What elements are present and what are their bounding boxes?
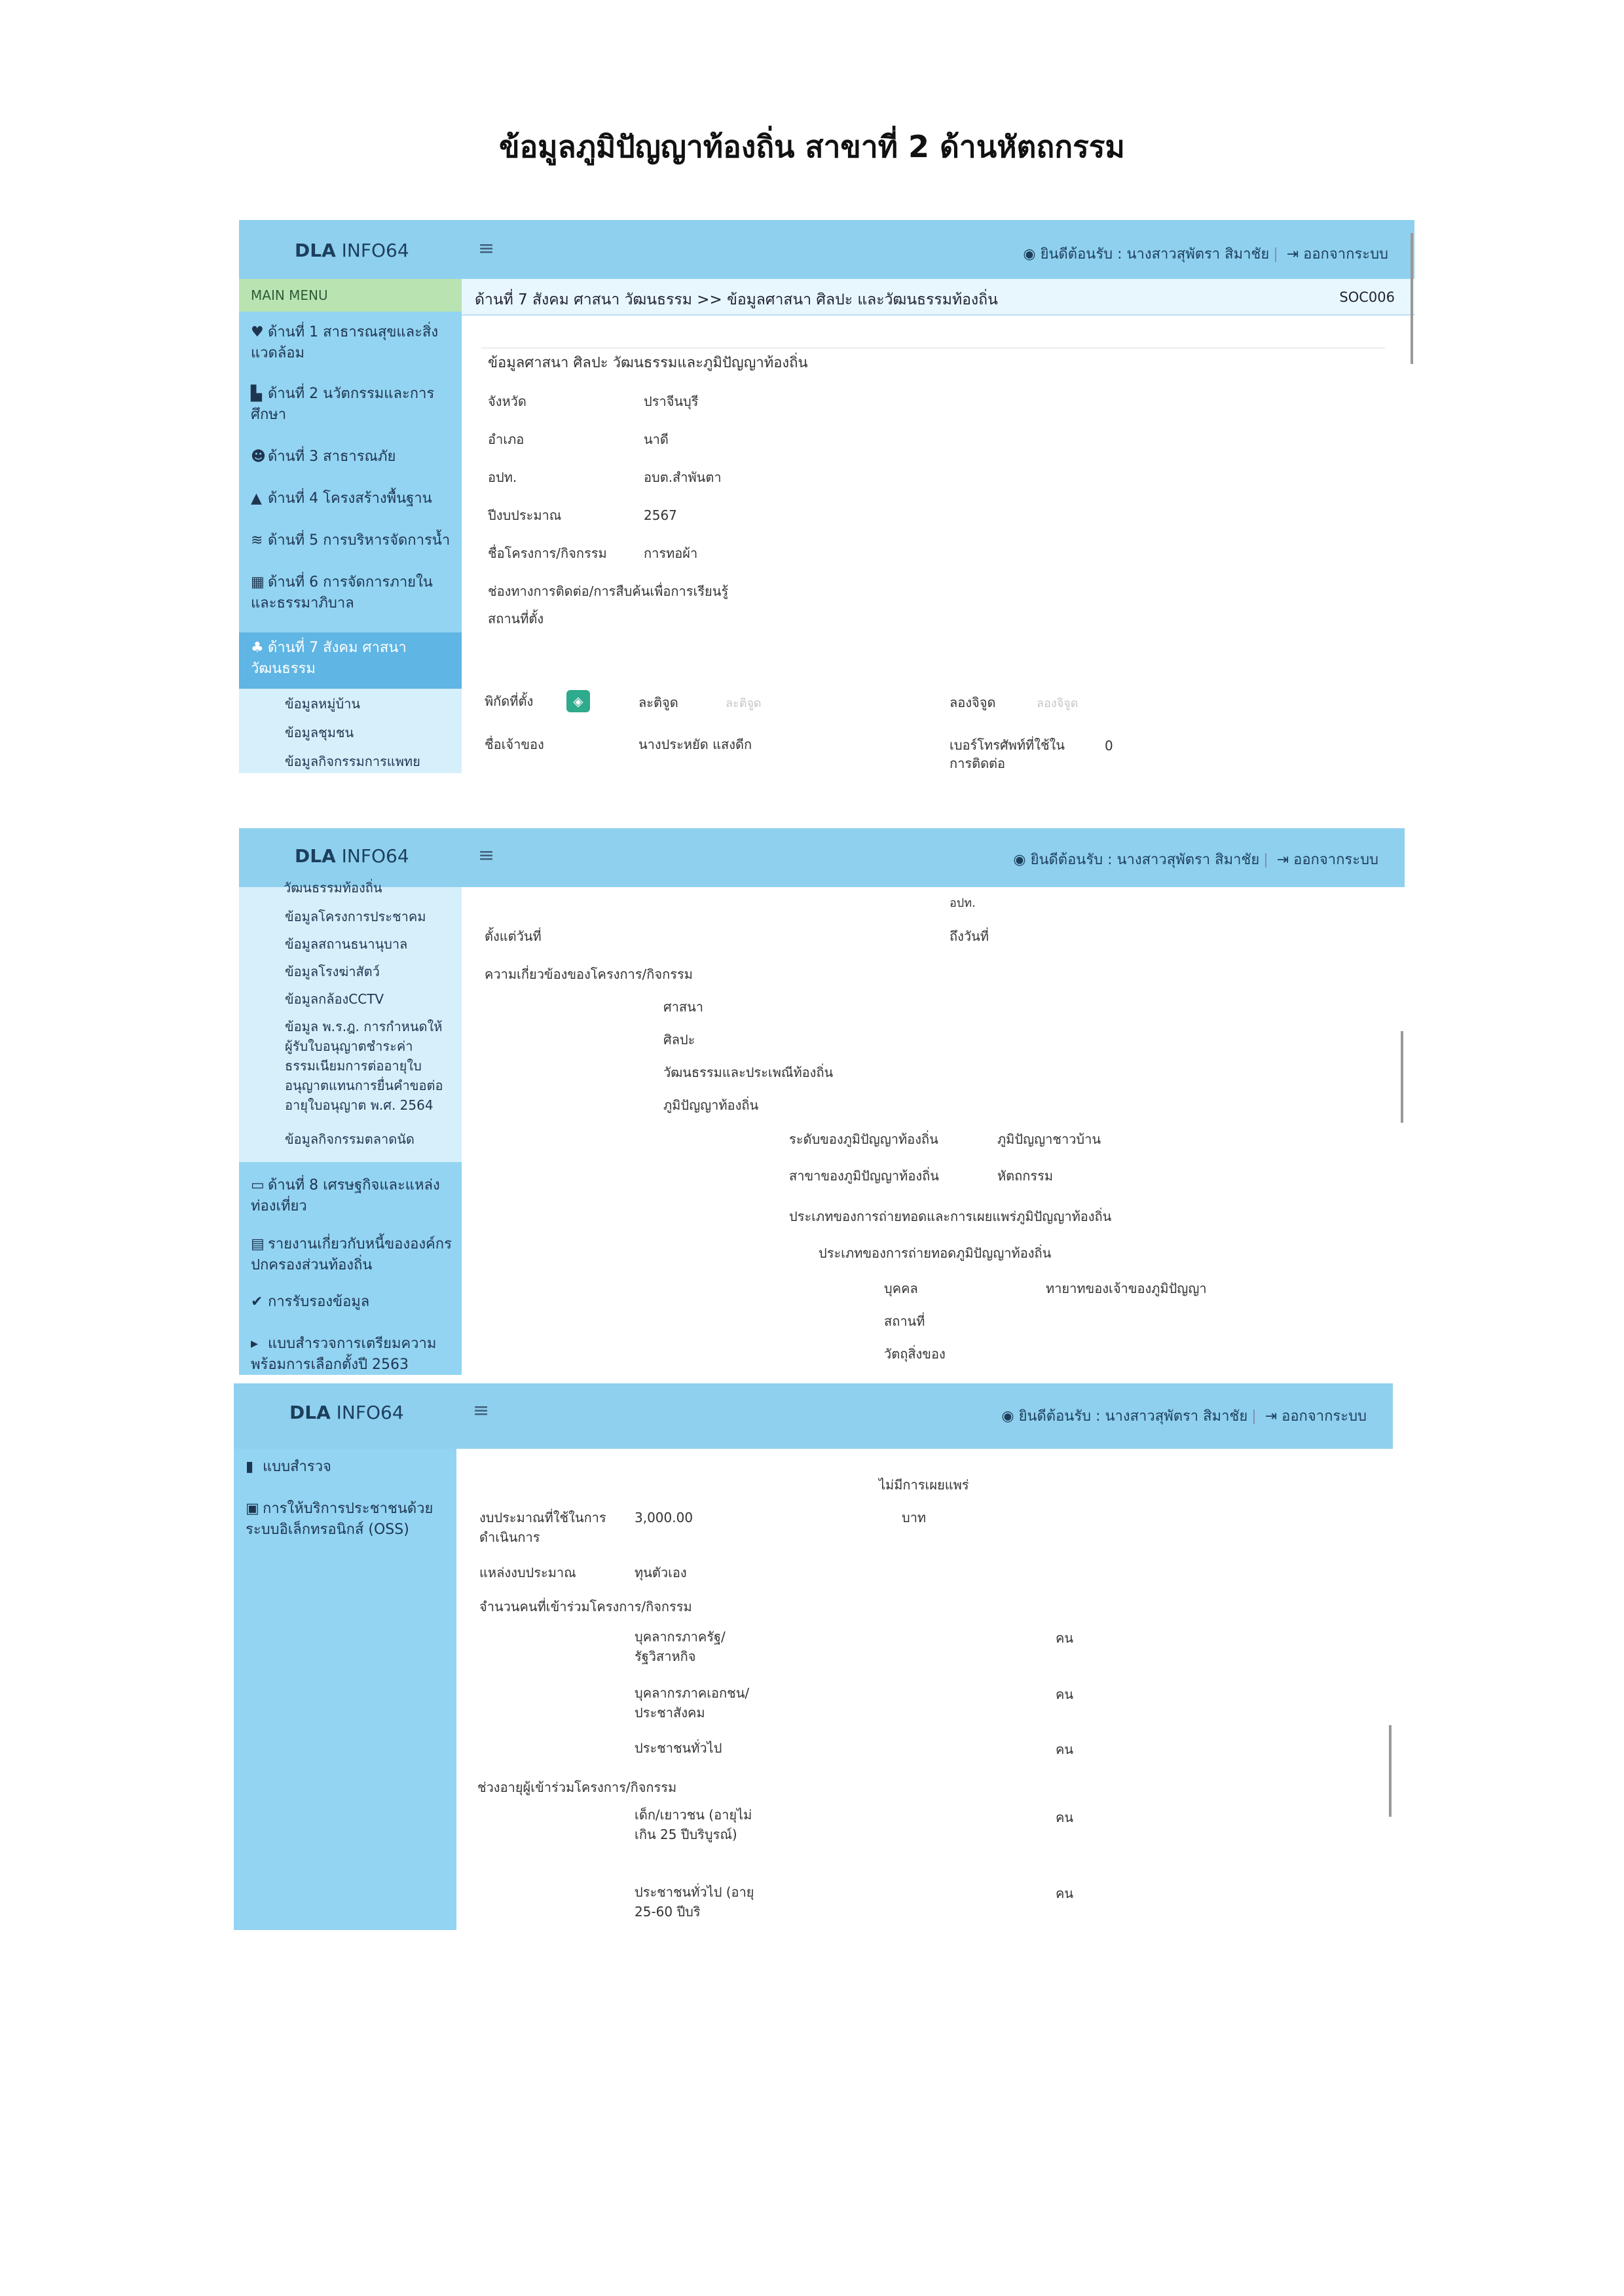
sidebar — [234, 1449, 456, 1930]
fiscal-year-label: ปีงบประมาณ — [488, 507, 562, 523]
sidebar-item-debt-report[interactable]: ▤ รายงานเกี่ยวกับหนี้ขององค์กรปกครองส่วนท้องถิ่น — [251, 1234, 454, 1276]
relation-item: วัฒนธรรมและประเพณีท้องถิ่น — [663, 1065, 834, 1080]
brand-logo[interactable]: DLA INFO64 — [295, 240, 409, 261]
age-adult-label: ประชาชนทั่วไป (อายุ 25-60 ปีบริ — [635, 1884, 754, 1920]
relation-item: ศาสนา — [663, 999, 704, 1015]
user-welcome: ◉ ยินดีต้อนรับ : นางสาวสุพัตรา สิมาชัย | ⇥ ออกจากระบบ — [1023, 246, 1388, 263]
top-navbar — [239, 828, 1405, 887]
cut-top-right: อปท. — [950, 896, 976, 910]
sign-out-icon: ⇥ — [1264, 1408, 1278, 1425]
participant-gov-unit: คน — [1056, 1630, 1074, 1646]
sidebar-item-side7-active[interactable]: ♣ ด้านที่ 7 สังคม ศาสนา วัฒนธรรม — [239, 632, 462, 689]
participant-gov-label: บุคลากรภาครัฐ/รัฐวิสาหกิจ — [635, 1629, 726, 1664]
submenu-village[interactable]: ข้อมูลหมู่บ้าน — [285, 696, 361, 712]
participants-label: จำนวนคนที่เข้าร่วมโครงการ/กิจกรรม — [479, 1599, 692, 1614]
building-icon: ▦ — [251, 574, 265, 591]
caret-right-icon: ▸ — [251, 1336, 259, 1352]
form-title: ข้อมูลศาสนา ศิลปะ วัฒนธรรมและภูมิปัญญาท้องถิ่น — [488, 355, 808, 371]
relation-item: ศิลปะ — [663, 1032, 695, 1048]
water-icon: ≋ — [251, 532, 263, 549]
participant-public-label: ประชาชนทั่วไป — [635, 1740, 722, 1756]
hamburger-icon[interactable]: ≡ — [473, 1399, 490, 1422]
fiscal-year-value: 2567 — [644, 507, 677, 523]
submenu-pawnshop[interactable]: ข้อมูลสถานธนานุบาล — [285, 936, 408, 952]
school-icon: ▙ — [251, 386, 262, 402]
sidebar-item-side4[interactable]: ▲ ด้านที่ 4 โครงสร้างพื้นฐาน — [251, 488, 454, 509]
budget-unit: บาท — [902, 1510, 927, 1525]
province-value: ปราจีนบุรี — [644, 393, 699, 409]
user-circle-icon: ◉ — [1001, 1408, 1014, 1425]
participant-public-unit: คน — [1056, 1741, 1074, 1757]
lat-input[interactable]: ละติจูด — [726, 697, 762, 710]
sidebar — [239, 279, 462, 773]
submenu-cut[interactable]: ข้อมูลกิจกรรมการแพทย — [285, 754, 420, 769]
breadcrumb[interactable]: ด้านที่ 7 สังคม ศาสนา วัฒนธรรม >> ข้อมูลศาสนา ศิลปะ และวัฒนธรรมท้องถิ่น — [475, 291, 998, 308]
sidebar-item-certify[interactable]: ✔ การรับรองข้อมูล — [251, 1292, 454, 1313]
owner-value: นางประหยัด แสงดีก — [638, 737, 752, 752]
branch-label: สาขาของภูมิปัญญาท้องถิ่น — [789, 1168, 939, 1184]
page-code: SOC006 — [1339, 289, 1395, 305]
document-title: ข้อมูลภูมิปัญญาท้องถิ่น สาขาที่ 2 ด้านหัตถกรรม — [499, 129, 1125, 164]
sidebar-item-side2[interactable]: ▙ ด้านที่ 2 นวัตกรรมและการศึกษา — [251, 384, 454, 426]
report-icon: ▤ — [251, 1236, 265, 1252]
sidebar-item-oss[interactable]: ▣ การให้บริการประชาชนด้วยระบบอิเล็กทรอนิกส์ (OSS) — [246, 1499, 449, 1540]
sidebar — [239, 880, 462, 1375]
no-publish-text: ไม่มีการเผยแพร่ — [879, 1477, 969, 1493]
phone-label: เบอร์โทรศัพท์ที่ใช้ใน การติดต่อ — [950, 737, 1065, 771]
budget-label: งบประมาณที่ใช้ในการดำเนินการ — [479, 1510, 606, 1545]
relation-item: ภูมิปัญญาท้องถิ่น — [663, 1097, 759, 1113]
age-youth-unit: คน — [1056, 1810, 1074, 1825]
sidebar-submenu — [239, 880, 462, 1162]
top-navbar — [234, 1383, 1393, 1449]
hamburger-icon[interactable]: ≡ — [478, 844, 495, 867]
hamburger-icon[interactable]: ≡ — [478, 237, 495, 260]
owner-label: ชื่อเจ้าของ — [485, 737, 544, 752]
file-icon: ▮ — [246, 1459, 254, 1475]
district-value: นาดี — [644, 431, 669, 447]
sidebar-item-side1[interactable]: ♥ ด้านที่ 1 สาธารณสุขและสิ่งแวดล้อม — [251, 322, 454, 364]
lng-input[interactable]: ลองจิจูด — [1037, 697, 1079, 710]
coord-label: พิกัดที่ตั้ง — [485, 693, 534, 709]
user-welcome: ◉ ยินดีต้อนรับ : นางสาวสุพัตรา สิมาชัย | ⇥ ออกจากระบบ — [1013, 852, 1378, 868]
map-pin-icon[interactable]: ◈ — [566, 690, 590, 712]
sidebar-item-election-survey[interactable]: ▸ แบบสำรวจการเตรียมความพร้อมการเลือกตั้งปี 2563 — [251, 1334, 454, 1375]
age-youth-label: เด็ก/เยาวชน (อายุไม่เกิน 25 ปีบริบูรณ์) — [635, 1807, 752, 1842]
main-menu-header: MAIN MENU — [239, 279, 462, 312]
heart-icon: ♥ — [251, 324, 264, 340]
road-icon: ▲ — [251, 490, 262, 507]
level-label: ระดับของภูมิปัญญาท้องถิ่น — [789, 1131, 938, 1147]
sidebar-item-survey[interactable]: ▮ แบบสำรวจ — [246, 1457, 449, 1478]
screenshot-3 — [234, 1383, 1393, 1930]
start-date-label: ตั้งแต่วันที่ — [485, 928, 542, 944]
check-icon: ✔ — [251, 1294, 263, 1310]
submenu-slaughterhouse[interactable]: ข้อมูลโรงฆ่าสัตว์ — [285, 964, 380, 979]
logout-link[interactable]: ⇥ ออกจากระบบ — [1276, 852, 1378, 868]
branch-value: หัตถกรรม — [997, 1168, 1054, 1184]
money-icon: ▭ — [251, 1177, 265, 1194]
budget-source-value: ทุนตัวเอง — [635, 1565, 687, 1580]
district-label: อำเภอ — [488, 431, 525, 447]
scrollbar[interactable] — [1389, 1725, 1392, 1817]
breadcrumb-bar — [462, 279, 1414, 316]
submenu-royal-decree[interactable]: ข้อมูล พ.ร.ฎ. การกำหนดให้ผู้รับใบอนุญาตชำระค่าธรรมเนียมการต่ออายุใบอนุญาตแทนการยื่นคำขอต่ออายุใบอนุญาต พ.ศ. 2564 — [285, 1019, 443, 1113]
service-icon: ▣ — [246, 1501, 259, 1517]
lao-label: อปท. — [488, 469, 517, 485]
end-date-label: ถึงวันที่ — [950, 928, 989, 944]
submenu-community-project[interactable]: ข้อมูลโครงการประชาคม — [285, 909, 426, 924]
submenu-community[interactable]: ข้อมูลชุมชน — [285, 725, 354, 740]
sign-out-icon: ⇥ — [1276, 852, 1289, 868]
transfer-item-place: สถานที่ — [884, 1313, 925, 1329]
sidebar-item-side8[interactable]: ▭ ด้านที่ 8 เศรษฐกิจและแหล่งท่องเที่ยว — [251, 1175, 454, 1217]
transfer-sub-label: ประเภทของการถ่ายทอดภูมิปัญญาท้องถิ่น — [819, 1245, 1052, 1261]
age-adult-unit: คน — [1056, 1886, 1074, 1901]
location-label: สถานที่ตั้ง — [488, 611, 544, 627]
participant-private-label: บุคลากรภาคเอกชน/ประชาสังคม — [635, 1685, 750, 1721]
project-value: การทอผ้า — [644, 545, 698, 561]
sidebar-item-side5[interactable]: ≋ ด้านที่ 5 การบริหารจัดการน้ำ — [251, 530, 454, 551]
logout-link[interactable]: ⇥ ออกจากระบบ — [1264, 1408, 1367, 1425]
lao-value: อบต.สำพันตา — [644, 469, 722, 485]
participant-private-unit: คน — [1056, 1686, 1074, 1702]
brand-logo[interactable]: DLA INFO64 — [289, 1402, 404, 1423]
submenu-cctv[interactable]: ข้อมูลกล้องCCTV — [285, 991, 384, 1007]
age-range-label: ช่วงอายุผู้เข้าร่วมโครงการ/กิจกรรม — [477, 1779, 677, 1795]
transfer-type-label: ประเภทของการถ่ายทอดและการเผยแพร่ภูมิปัญญาท้องถิ่น — [789, 1209, 1112, 1224]
province-label: จังหวัด — [488, 393, 526, 409]
submenu-market[interactable]: ข้อมูลกิจกรรมตลาดนัด — [285, 1131, 415, 1147]
screenshot-2 — [239, 828, 1405, 1375]
sidebar-submenu — [239, 689, 462, 773]
brand-logo[interactable]: DLA INFO64 — [295, 845, 409, 867]
users-icon: ☻ — [251, 448, 266, 465]
scrollbar[interactable] — [1401, 1031, 1403, 1123]
phone-value: 0 — [1105, 738, 1113, 754]
transfer-value: ทายาทของเจ้าของภูมิปัญญา — [1046, 1281, 1207, 1296]
user-circle-icon: ◉ — [1013, 852, 1026, 868]
group-icon: ♣ — [251, 640, 264, 656]
budget-source-label: แหล่งงบประมาณ — [479, 1565, 576, 1580]
level-value: ภูมิปัญญาชาวบ้าน — [997, 1131, 1101, 1147]
lat-label: ละติจูด — [638, 695, 678, 710]
top-navbar — [239, 220, 1414, 279]
user-circle-icon: ◉ — [1023, 246, 1036, 263]
user-welcome: ◉ ยินดีต้อนรับ : นางสาวสุพัตรา สิมาชัย | ⇥ ออกจากระบบ — [1001, 1408, 1367, 1425]
relation-label: ความเกี่ยวข้องของโครงการ/กิจกรรม — [485, 966, 693, 982]
budget-value: 3,000.00 — [635, 1510, 693, 1525]
scrollbar[interactable] — [1411, 233, 1413, 364]
submenu-cut-top[interactable]: วัฒนธรรมท้องถิ่น — [284, 880, 382, 896]
sidebar-item-side3[interactable]: ☻ ด้านที่ 3 สาธารณภัย — [251, 446, 454, 467]
lng-label: ลองจิจูด — [950, 695, 996, 710]
sign-out-icon: ⇥ — [1286, 246, 1299, 263]
channel-label: ช่องทางการติดต่อ/การสืบค้นเพื่อการเรียนรู้ — [488, 583, 729, 599]
logout-link[interactable]: ⇥ ออกจากระบบ — [1286, 246, 1388, 263]
project-label: ชื่อโครงการ/กิจกรรม — [488, 545, 607, 561]
sidebar-item-side6[interactable]: ▦ ด้านที่ 6 การจัดการภายในและธรรมาภิบาล — [251, 572, 454, 614]
screenshot-1 — [239, 220, 1414, 773]
transfer-item-person: บุคคล — [884, 1281, 918, 1296]
transfer-item-object: วัตถุสิ่งของ — [884, 1346, 946, 1362]
